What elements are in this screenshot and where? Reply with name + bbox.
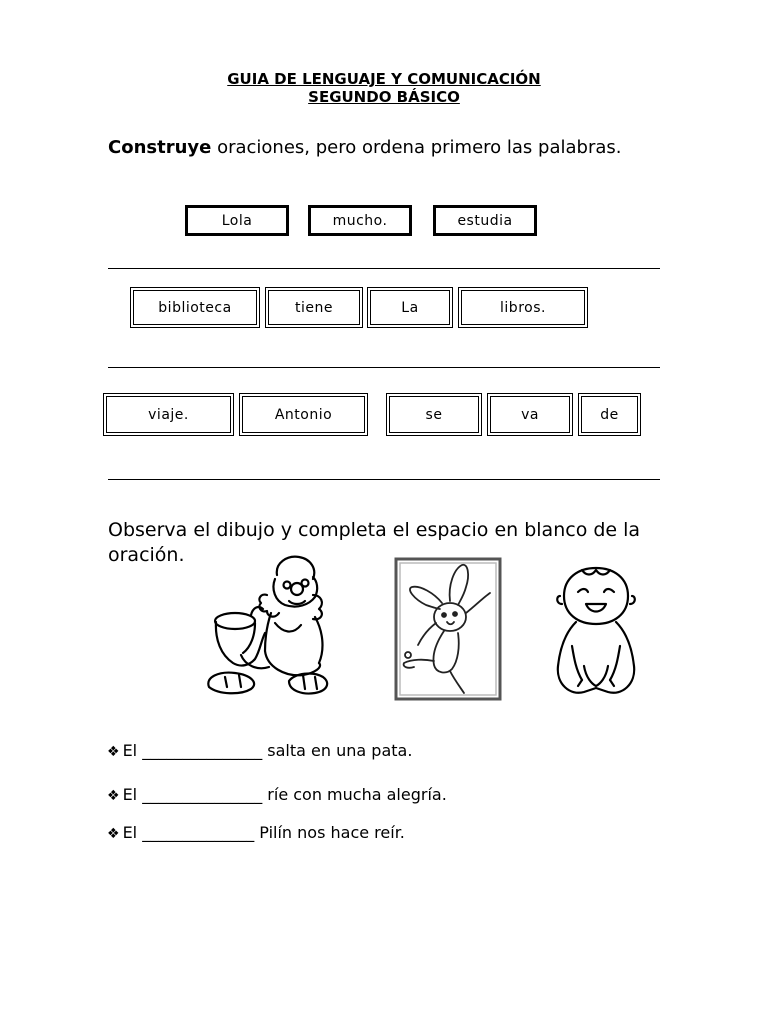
sentence-prefix: El — [122, 823, 143, 842]
worksheet-title: GUIA DE LENGUAJE Y COMUNICACIÓN — [227, 70, 541, 88]
instruction-bold-word: Construye — [108, 137, 212, 158]
instruction-text: oraciones, pero ordena primero las palabras. — [211, 137, 622, 158]
clown-horn-image — [205, 555, 360, 700]
answer-line[interactable] — [108, 479, 660, 480]
diamond-bullet-icon: ❖ — [107, 788, 120, 804]
sentence-prefix: El — [122, 785, 143, 804]
sentence-suffix: ríe con mucha alegría. — [262, 785, 447, 804]
word-card: Lola — [185, 205, 289, 236]
sentence-suffix: salta en una pata. — [262, 741, 413, 760]
word-card: viaje. — [103, 393, 234, 436]
baby-image — [552, 562, 642, 702]
word-card: La — [367, 287, 453, 328]
word-card: va — [487, 393, 573, 436]
fill-sentence — [107, 741, 412, 762]
word-card: biblioteca — [130, 287, 260, 328]
blank-field[interactable]: _______________ — [142, 741, 263, 760]
sentence-suffix: Pilín nos hace reír. — [254, 823, 405, 842]
fill-sentence — [107, 823, 405, 844]
blank-field[interactable]: ______________ — [142, 823, 255, 842]
sentence-prefix: El — [122, 741, 143, 760]
word-card: mucho. — [308, 205, 412, 236]
word-card: libros. — [458, 287, 588, 328]
diamond-bullet-icon: ❖ — [107, 826, 120, 842]
answer-line[interactable] — [108, 268, 660, 269]
answer-line[interactable] — [108, 367, 660, 368]
diamond-bullet-icon: ❖ — [107, 744, 120, 760]
word-card: Antonio — [239, 393, 368, 436]
bunny-image — [394, 557, 504, 703]
worksheet-subtitle: SEGUNDO BÁSICO — [308, 88, 460, 106]
word-card: tiene — [265, 287, 363, 328]
instruction-construct — [108, 137, 628, 159]
word-card: estudia — [433, 205, 537, 236]
word-card: de — [578, 393, 641, 436]
word-card: se — [386, 393, 482, 436]
instruction-observe: Observa el dibujo y completa el espacio en blanco de la oración. — [108, 519, 641, 566]
blank-field[interactable]: _______________ — [142, 785, 263, 804]
fill-sentence — [107, 785, 447, 806]
